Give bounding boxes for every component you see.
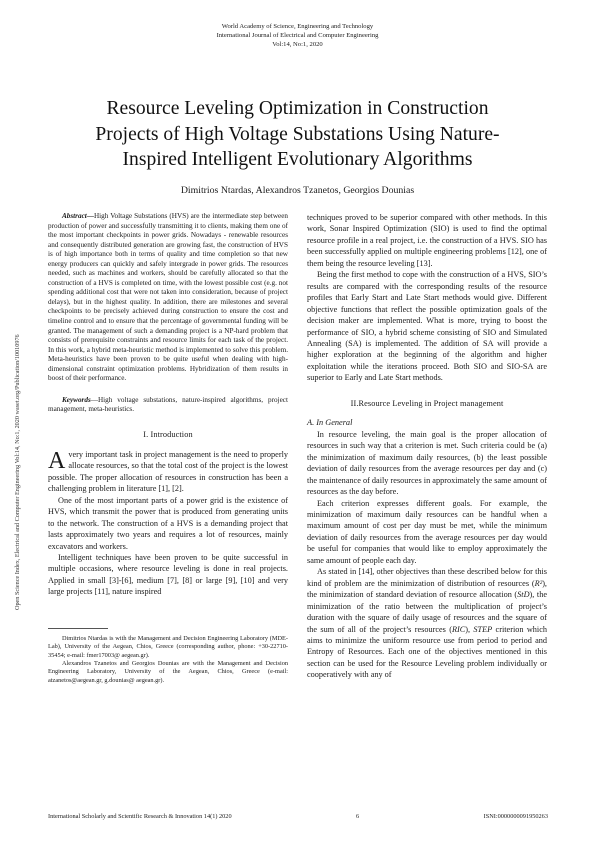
journal-header [0,22,595,49]
journal-header-journal: International Journal of Electrical and Computer Engineering [216,32,379,39]
keywords-label: Keywords [62,395,91,404]
math-ric: RIC [451,624,466,634]
p5-text-a: As stated in [14], other objectives than these described below for this kind of problem are the minimization of distribution of resources ( [307,567,547,588]
footnote-divider [48,628,108,629]
footnote-corresponding-author: Dimitrios Ntardas is with the Management and Decision Engineering Laboratory (MDE-Lab), University of the Aegean, Chios, Greece (corresponding author, phone: +30-22710-35454; e-mail: fmer17003@ aegean.gr). [48,634,288,659]
p5-text-e: criterion which aims to minimize the uniform resource use from period to period and Entropy of Resources. Each one of the objectives mentioned in this section can be used for the Resource Leveling problem individually or cooperatively with any of [307,624,547,680]
math-std: StD [517,590,530,600]
keywords-text: —High voltage substations, nature-inspired algorithms, project management, meta-heuristics. [48,395,288,414]
right-paragraph-5 [307,566,547,681]
right-paragraph-1: techniques proved to be superior compared with other methods. In this work, Sonar Inspired Optimization (SIO) is used to find the optimal resource profile in a real project, i.e. the construction of a HVS. SIO has been successfully applied on multiple engineering problems [12], one of them being the resource leveling [13]. [307,213,547,268]
right-column [307,212,547,681]
page-number: 6 [356,813,360,820]
footer-isni: ISNI:0000000091950263 [483,813,548,820]
author-list: Dimitrios Ntardas, Alexandros Tzanetos, Georgios Dounias [180,185,415,196]
title-line-3: Inspired Intelligent Evolutionary Algorithms [122,149,473,170]
intro-paragraph-3: Intelligent techniques have been proven to be quite successful in multiple occasions, where resource leveling is done in real projects. Applied in small [3]-[6], medium [7], [8] or large [9], [10] and very large projects [11], nature inspired [48,553,288,597]
abstract-text: High Voltage Substations (HVS) are the intermediate step between production of power and successfully transmitting it to clients, making them one of the most important checkpoints in power grids. Nowadays - renewable resources and consequently distributed generation are growing fast, the construction of HVS is of high importance both in terms of quality and time completion so that new energy producers can quickly and safely intergrade in power grids. The resources needed, such as machines and workers, should be carefully allocated so that the construction of a HVS is completed on time, with the lowest possible cost (e.g. not spending additional cost that were not taken into consideration, because of project delays), but in the highest quality. In addition, there are milestones and several checkpoints to be precisely achieved during construction to ensure the cost and timeline control and to ensure that the percentage of governmental funding will be granted. The management of such a demanding project is a NP-hard problem that consists of prerequisite constraints and resource limits for each task of the project. In this work, a hybrid meta-heuristic method is implemented to solve this problem. Meta-heuristics have been proven to be quite useful when dealing with high-dimensional constraint optimization problems. Hybridization of them results in boost of their performance. [48,212,288,383]
right-paragraph-4: Each criterion expresses different goals. For example, the minimization of maximum daily resources can be handful when a maximum amount of cost per day must be met, while the minimum deviation of daily resources from the average resources per day would be useful for companies that would like to employ approximately the same amount of people each day. [307,498,547,565]
subsection-heading-general: A. In General [307,417,353,427]
math-r-squared: R² [534,578,543,588]
section-heading-introduction: I. Introduction [143,429,193,439]
intro-paragraph-1 [48,449,288,495]
side-index-note: Open Science Index, Electrical and Computer Engineering Vol:14, No:1, 2020 waset.org/Publication/10010976 [14,334,21,610]
page-footer [48,813,548,820]
math-step: STEP [473,624,493,634]
paper-title [40,96,555,173]
section-heading-resource-leveling: II.Resource Leveling in Project management [350,398,504,408]
right-paragraph-3: In resource leveling, the main goal is the proper allocation of resources in such way that a criterion is met. Such criteria could be (a) the minimization of maximum daily resources, (b) the least possible deviation of daily resources from the average resources per day and (c) the maintenance of daily resources in approximately the same amount of resources as the day before. [307,429,547,497]
p5-text-c: ), the minimization of the ratio between the multiplication of project’s duration with the square of daily usage of resources and the square of the sum of all of the project’s resources ( [307,590,547,634]
drop-cap: A [48,447,66,474]
left-column [48,212,288,685]
intro-paragraph-2: One of the most important parts of a power grid is the existence of HVS, which transmit the power that is produced from generating units to the network. The construction of a HVS is a demanding project that lasts approximately two years and requires a lot of resources, mainly excavators and workers. [48,495,288,551]
intro-paragraph-1-text: very important task in project management is the need to properly allocate resources, so that the total cost of the project is the lowest possible. The proper allocation of resources in construction has been a challenging problem in literature [1], [2]. [48,449,288,494]
right-paragraph-2: Being the first method to cope with the construction of a HVS, SIO’s results are compared with the corresponding results of the resource profiles that Early Start and Late Start methods would give. Different objective functions that reflect the possible optimization goals of the decision maker are implemented. What is more, trying to boost the performance of SIO, a hybrid scheme consisting of SIO and Simulated Annealing (SA) is implemented. The addition of SA will provide a higher exploration at the beginning of the algorithm and higher exploitation while the iterations proceed. Both SIO and SIO-SA are superior to Early and Late Start methods. [307,270,547,383]
keywords [48,396,288,415]
title-line-1: Resource Leveling Optimization in Construction [106,98,489,119]
abstract-label: Abstract— [62,212,94,220]
footer-publisher: International Scholarly and Scientific Research & Innovation 14(1) 2020 [48,813,232,820]
p5-text-b: ), the minimization of standard deviation of resource allocation ( [307,578,547,600]
footnote-coauthors: Alexandros Tzanetos and Georgios Dounias are with the Management and Decision Engineering Laboratory, University of the Aegean, Chios, Greece (e-mail: atzanetos@aegean.gr, g.dounias@ aegean.gr). [48,660,288,684]
journal-header-publisher: World Academy of Science, Engineering and Technology [221,23,374,30]
journal-header-volume: Vol:14, No:1, 2020 [272,41,323,48]
abstract [48,212,288,384]
p5-text-d: ), [465,624,474,634]
title-line-2: Projects of High Voltage Substations Using Nature- [95,123,500,145]
